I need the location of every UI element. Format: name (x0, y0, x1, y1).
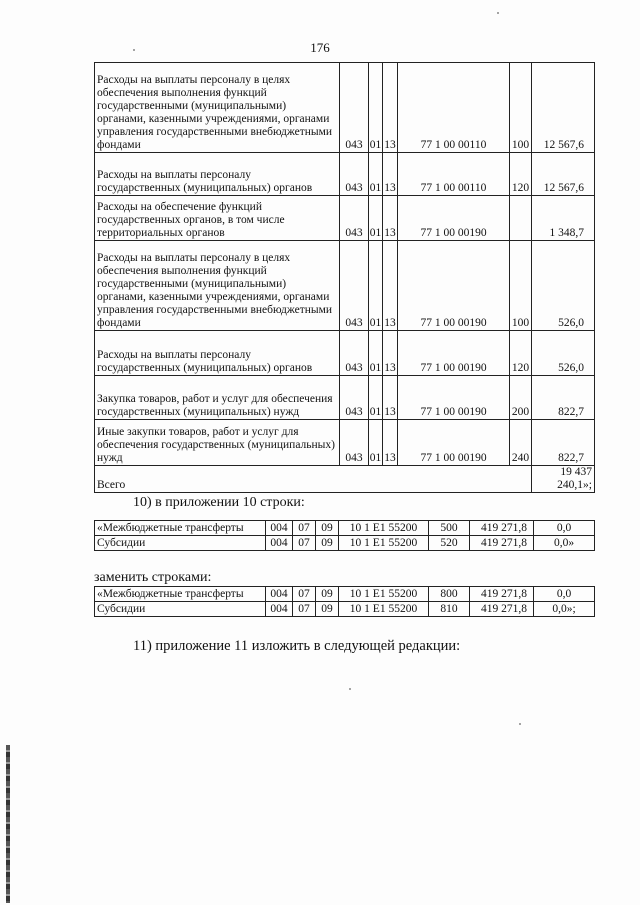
table-row (95, 420, 595, 466)
amount-1: 419 271,8 (470, 536, 534, 551)
row-description: Расходы на выплаты персоналу государственных (муниципальных) органов (95, 153, 340, 196)
section-code: 01 (369, 63, 383, 153)
row-amount: 526,0 (532, 331, 595, 376)
ministry-code: 004 (266, 521, 293, 536)
ministry-code: 043 (340, 153, 369, 196)
row-description: Расходы на выплаты персоналу в целях обеспечения выполнения функций государственными (муниципальными) органами, казенными учреждениями, органами управления государственными внебюджетными фондами (95, 241, 340, 331)
ministry-code: 043 (340, 196, 369, 241)
total-value: 19 437 240,1»; (532, 466, 595, 493)
row-amount: 1 348,7 (532, 196, 595, 241)
subsection-code: 09 (316, 587, 339, 602)
expense-type-code: 520 (429, 536, 470, 551)
subsection-code: 13 (383, 420, 398, 466)
table-row (95, 587, 595, 602)
target-article-code: 77 1 00 00190 (398, 196, 510, 241)
amount-2: 0,0» (534, 536, 595, 551)
table-row (95, 63, 595, 153)
row-description: Закупка товаров, работ и услуг для обеспечения государственных (муниципальных) нужд (95, 376, 340, 420)
amount-2: 0,0»; (534, 602, 595, 617)
row-name: «Межбюджетные трансферты (95, 587, 266, 602)
total-label: Всего (95, 466, 532, 493)
ministry-code: 004 (266, 602, 293, 617)
scan-speck (349, 688, 351, 690)
row-amount: 12 567,6 (532, 63, 595, 153)
scan-speck (133, 49, 135, 51)
table-row (95, 331, 595, 376)
target-article-code: 10 1 Е1 55200 (339, 587, 429, 602)
ministry-code: 004 (266, 536, 293, 551)
subsection-code: 13 (383, 196, 398, 241)
ministry-code: 043 (340, 420, 369, 466)
section-code: 01 (369, 420, 383, 466)
amount-1: 419 271,8 (470, 521, 534, 536)
note-appendix-10: 10) в приложении 10 строки: (133, 495, 305, 510)
table-row (95, 602, 595, 617)
target-article-code: 77 1 00 00110 (398, 63, 510, 153)
expense-type-code: 100 (510, 241, 532, 331)
section-code: 07 (293, 587, 316, 602)
section-code: 01 (369, 241, 383, 331)
row-amount: 526,0 (532, 241, 595, 331)
table-row (95, 536, 595, 551)
table-row (95, 196, 595, 241)
expense-type-code: 500 (429, 521, 470, 536)
row-name: «Межбюджетные трансферты (95, 521, 266, 536)
section-code: 07 (293, 602, 316, 617)
row-description: Иные закупки товаров, работ и услуг для обеспечения государственных (муниципальных) нужд (95, 420, 340, 466)
amount-2: 0,0 (534, 587, 595, 602)
table-row (95, 153, 595, 196)
target-article-code: 10 1 Е1 55200 (339, 521, 429, 536)
row-amount: 822,7 (532, 420, 595, 466)
subsection-code: 13 (383, 331, 398, 376)
note-appendix-11: 11) приложение 11 изложить в следующей редакции: (133, 638, 461, 654)
amount-1: 419 271,8 (470, 587, 534, 602)
subsection-code: 09 (316, 602, 339, 617)
target-article-code: 77 1 00 00110 (398, 153, 510, 196)
replacement-rows-table (94, 586, 595, 617)
row-description: Расходы на обеспечение функций государственных органов, в том числе территориальных органов (95, 196, 340, 241)
section-code: 01 (369, 153, 383, 196)
target-article-code: 10 1 Е1 55200 (339, 536, 429, 551)
appendix-10-rows-table (94, 520, 595, 551)
ministry-code: 043 (340, 63, 369, 153)
row-name: Субсидии (95, 602, 266, 617)
subsection-code: 13 (383, 153, 398, 196)
scan-speck (497, 12, 499, 14)
subsection-code: 09 (316, 536, 339, 551)
expense-type-code (510, 196, 532, 241)
target-article-code: 77 1 00 00190 (398, 241, 510, 331)
section-code: 07 (293, 536, 316, 551)
target-article-code: 77 1 00 00190 (398, 420, 510, 466)
table-row (95, 241, 595, 331)
scan-speck (519, 723, 521, 725)
row-description: Расходы на выплаты персоналу государственных (муниципальных) органов (95, 331, 340, 376)
expense-type-code: 800 (429, 587, 470, 602)
section-code: 01 (369, 376, 383, 420)
row-amount: 12 567,6 (532, 153, 595, 196)
row-amount: 822,7 (532, 376, 595, 420)
scan-edge-artifact (6, 745, 10, 903)
expense-type-code: 120 (510, 153, 532, 196)
amount-2: 0,0 (534, 521, 595, 536)
row-name: Субсидии (95, 536, 266, 551)
expense-type-code: 810 (429, 602, 470, 617)
expense-type-code: 100 (510, 63, 532, 153)
table-row (95, 376, 595, 420)
subsection-code: 09 (316, 521, 339, 536)
note-replace-with: заменить строками: (94, 570, 212, 585)
ministry-code: 043 (340, 376, 369, 420)
expense-type-code: 240 (510, 420, 532, 466)
row-description: Расходы на выплаты персоналу в целях обеспечения выполнения функций государственными (муниципальными) органами, казенными учреждениями, органами управления государственными внебюджетными фондами (95, 63, 340, 153)
total-row (95, 466, 595, 493)
expense-type-code: 120 (510, 331, 532, 376)
section-code: 01 (369, 331, 383, 376)
ministry-code: 043 (340, 331, 369, 376)
amount-1: 419 271,8 (470, 602, 534, 617)
ministry-code: 004 (266, 587, 293, 602)
expense-type-code: 200 (510, 376, 532, 420)
target-article-code: 10 1 Е1 55200 (339, 602, 429, 617)
section-code: 01 (369, 196, 383, 241)
subsection-code: 13 (383, 376, 398, 420)
target-article-code: 77 1 00 00190 (398, 376, 510, 420)
expenditure-table (94, 62, 595, 493)
subsection-code: 13 (383, 241, 398, 331)
ministry-code: 043 (340, 241, 369, 331)
section-code: 07 (293, 521, 316, 536)
table-row (95, 521, 595, 536)
target-article-code: 77 1 00 00190 (398, 331, 510, 376)
subsection-code: 13 (383, 63, 398, 153)
page-number: 176 (310, 40, 330, 55)
